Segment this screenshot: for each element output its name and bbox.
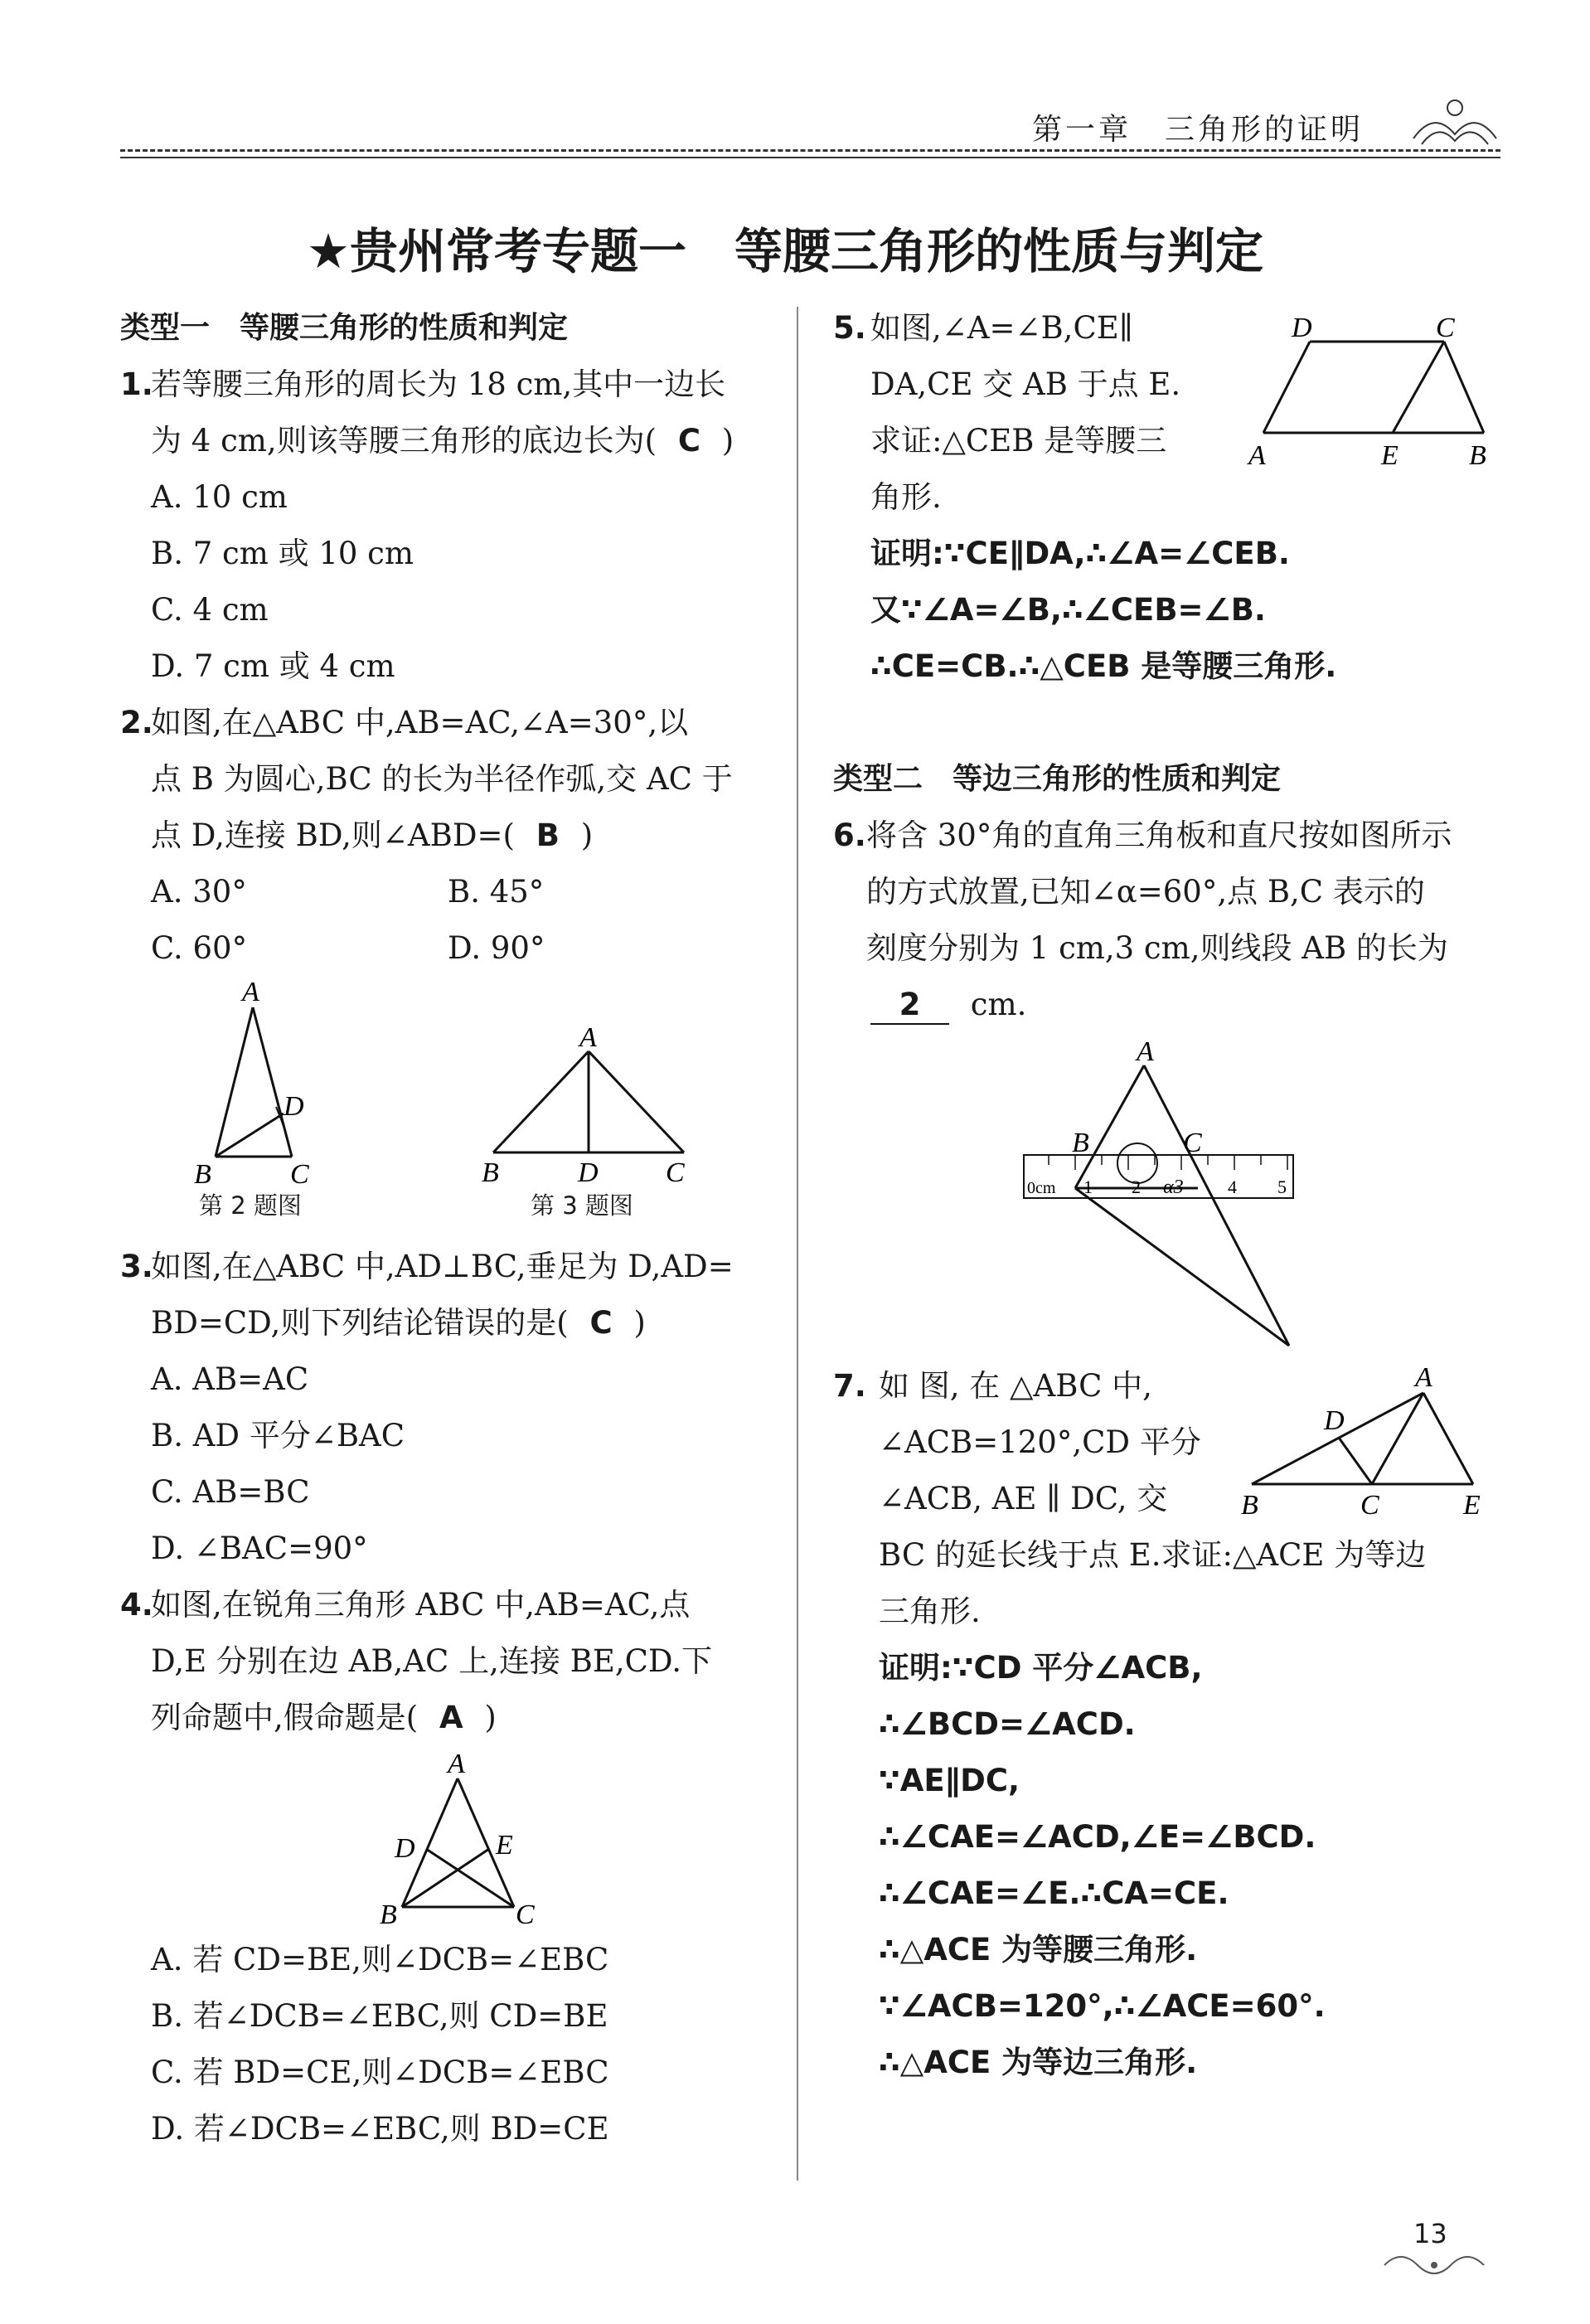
figure-q3: [477, 1028, 709, 1194]
fig7-label-c: C: [1360, 1490, 1379, 1521]
fig6-triangle-side-ab: [1075, 1065, 1144, 1188]
fig3-label-a: A: [579, 1028, 597, 1053]
q2-paren: ): [580, 818, 594, 853]
header-divider-solid: [120, 157, 1500, 158]
fig5-label-a: A: [1248, 440, 1266, 470]
fig5-label-b: B: [1469, 440, 1486, 470]
q3-answer: C: [589, 1305, 613, 1341]
figure-q4: [365, 1741, 564, 1932]
page-number: 13: [1413, 2218, 1447, 2249]
fig5-segment-ce: [1393, 342, 1444, 433]
q1-number: 1.: [120, 366, 153, 402]
fig6-triangle-hyp: [1075, 1188, 1289, 1346]
q5-line: 求证:△CEB 是等腰三: [870, 423, 1167, 458]
q7-proof: ∴△ACE 为等腰三角形.: [879, 1932, 1198, 1967]
fig3-label-c: C: [666, 1157, 685, 1188]
q2-text: 点 D,连接 BD,则∠ABD=(: [151, 818, 515, 853]
footer-ornament-icon: [1380, 2249, 1488, 2282]
q2-answer: B: [536, 818, 560, 853]
fig7-side-ae: [1423, 1393, 1473, 1484]
q4-line: 如图,在锐角三角形 ABC 中,AB=AC,点: [151, 1587, 691, 1623]
q3-text: BD=CD,则下列结论错误的是(: [151, 1305, 569, 1341]
q4-line: [151, 1700, 497, 1736]
fig4-label-d: D: [395, 1833, 415, 1864]
fig3-side-ac: [589, 1051, 684, 1152]
fig3-side-ab: [493, 1051, 589, 1152]
q6-number: 6.: [833, 818, 866, 853]
q4-option: C. 若 BD=CE,则∠DCB=∠EBC: [151, 2055, 609, 2090]
q7-proof: ∴∠CAE=∠E.∴CA=CE.: [879, 1875, 1229, 1911]
q7-proof: ∵∠ACB=120°,∴∠ACE=60°.: [879, 1988, 1326, 2024]
q2-line: 如图,在△ABC 中,AB=AC,∠A=30°,以: [151, 705, 689, 740]
q4-number: 4.: [120, 1587, 153, 1623]
q7-proof: 证明:∵CD 平分∠ACB,: [879, 1650, 1203, 1686]
q5-line: DA,CE 交 AB 于点 E.: [870, 366, 1181, 402]
q5-proof: ∴CE=CB.∴△CEB 是等腰三角形.: [870, 648, 1337, 684]
fig3-caption: 第 3 题图: [531, 1191, 633, 1220]
fig6-tick-label: α3: [1163, 1177, 1184, 1198]
fig4-label-b: B: [380, 1899, 397, 1930]
q7-proof: ∴△ACE 为等边三角形.: [879, 2045, 1198, 2080]
q4-answer: A: [439, 1700, 463, 1735]
q2-line: 点 B 为圆心,BC 的长为半径作弧,交 AC 于: [151, 761, 733, 797]
q7-proof: ∵AE∥DC,: [879, 1763, 1020, 1798]
q6-answer-line: [870, 987, 1026, 1025]
q1-line: [151, 423, 734, 459]
q1-line: 若等腰三角形的周长为 18 cm,其中一边长: [151, 366, 726, 402]
fig6-label-a: A: [1137, 1041, 1154, 1067]
figure-q2: [182, 982, 348, 1206]
q7-proof: ∴∠CAE=∠ACD,∠E=∠BCD.: [879, 1819, 1316, 1855]
q6-line: 刻度分别为 1 cm,3 cm,则线段 AB 的长为: [866, 930, 1448, 966]
fig3-label-d: D: [578, 1157, 599, 1188]
fig5-label-d: D: [1292, 313, 1312, 343]
fig2-caption: 第 2 题图: [199, 1191, 302, 1220]
q5-line: 角形.: [870, 479, 942, 515]
fig7-label-e: E: [1463, 1490, 1481, 1521]
fig7-label-d: D: [1324, 1405, 1345, 1436]
q3-option: B. AD 平分∠BAC: [151, 1418, 405, 1453]
q6-unit: cm.: [970, 987, 1027, 1022]
fig2-side-ab: [216, 1007, 253, 1157]
q3-paren: ): [633, 1305, 646, 1341]
q7-line: ∠ACB=120°,CD 平分: [879, 1424, 1201, 1460]
section-heading-2: 类型二 等边三角形的性质和判定: [833, 762, 1282, 796]
q7-line: 如 图, 在 △ABC 中,: [879, 1368, 1152, 1404]
q3-option: C. AB=BC: [151, 1474, 310, 1510]
fig6-tick-label: 5: [1277, 1177, 1287, 1197]
fig2-label-d: D: [284, 1091, 304, 1122]
q7-line: BC 的延长线于点 E.求证:△ACE 为等边: [879, 1537, 1427, 1573]
q2-option: A. 30°: [151, 874, 247, 910]
figure-q6: [1016, 1041, 1302, 1351]
page-title: ★贵州常考专题一 等腰三角形的性质与判定: [307, 223, 1263, 279]
fig6-tick-label: 4: [1228, 1177, 1237, 1197]
fig7-label-a: A: [1415, 1362, 1432, 1393]
fig4-label-a: A: [448, 1749, 465, 1779]
header-ornament-icon: [1409, 93, 1500, 151]
fig5-label-c: C: [1436, 313, 1455, 343]
q2-number: 2.: [120, 705, 153, 740]
fig5-label-e: E: [1381, 440, 1399, 470]
fig6-tick-label: 2: [1132, 1177, 1141, 1197]
fig6-triangle-side-ac: [1144, 1065, 1289, 1346]
q4-option: A. 若 CD=BE,则∠DCB=∠EBC: [151, 1942, 609, 1977]
q4-paren: ): [484, 1700, 497, 1735]
fig3-label-b: B: [482, 1157, 499, 1188]
q2-option: D. 90°: [448, 930, 545, 966]
q2-line: [151, 818, 593, 854]
fig4-label-c: C: [516, 1899, 535, 1930]
q6-line: 将含 30°角的直角三角板和直尺按如图所示: [866, 818, 1452, 853]
chapter-title: 第一章 三角形的证明: [1032, 113, 1365, 147]
fig6-tick-label: 1: [1083, 1177, 1093, 1197]
q3-number: 3.: [120, 1249, 153, 1284]
q4-line: D,E 分别在边 AB,AC 上,连接 BE,CD.下: [151, 1643, 713, 1679]
q3-line: [151, 1305, 646, 1342]
q6-answer: 2: [870, 987, 949, 1025]
fig5-side-cb: [1444, 342, 1484, 433]
fig6-label-b: B: [1072, 1128, 1089, 1158]
figure-q5: [1243, 308, 1500, 470]
q1-option: D. 7 cm 或 4 cm: [151, 648, 395, 684]
q5-proof: 证明:∵CE∥DA,∴∠A=∠CEB.: [870, 536, 1290, 571]
q5-proof: 又∵∠A=∠B,∴∠CEB=∠B.: [870, 592, 1266, 628]
q1-option: A. 10 cm: [151, 479, 288, 515]
q4-text: 列命题中,假命题是(: [151, 1700, 419, 1735]
section-heading-1: 类型一 等腰三角形的性质和判定: [120, 311, 569, 345]
q3-line: 如图,在△ABC 中,AD⊥BC,垂足为 D,AD=: [151, 1249, 734, 1284]
fig7-segment-cd: [1339, 1438, 1372, 1484]
q7-line: 三角形.: [879, 1594, 981, 1629]
q1-answer: C: [677, 423, 700, 458]
q1-paren: ): [721, 423, 734, 458]
q1-option: C. 4 cm: [151, 592, 269, 628]
q5-number: 5.: [833, 310, 866, 346]
q1-option: B. 7 cm 或 10 cm: [151, 536, 414, 571]
column-divider: [797, 307, 798, 2181]
q2-option: C. 60°: [151, 930, 248, 966]
q3-option: D. ∠BAC=90°: [151, 1531, 368, 1566]
q7-number: 7.: [833, 1368, 866, 1404]
fig6-label-c: C: [1183, 1128, 1202, 1158]
chapter-header: [1032, 106, 1364, 148]
fig2-label-b: B: [194, 1159, 211, 1190]
fig7-label-b: B: [1241, 1490, 1258, 1521]
q6-line: 的方式放置,已知∠α=60°,点 B,C 表示的: [866, 874, 1425, 910]
q5-line: 如图,∠A=∠B,CE∥: [870, 310, 1133, 346]
q7-line: ∠ACB, AE ∥ DC, 交: [879, 1481, 1168, 1516]
q4-option: D. 若∠DCB=∠EBC,则 BD=CE: [151, 2111, 609, 2147]
figure-q7: [1231, 1360, 1496, 1526]
q1-text: 为 4 cm,则该等腰三角形的底边长为(: [151, 423, 657, 458]
fig6-tick-label: 0cm: [1027, 1179, 1056, 1197]
fig2-label-c: C: [290, 1159, 309, 1190]
fig4-label-e: E: [496, 1830, 513, 1861]
q3-option: A. AB=AC: [151, 1361, 309, 1397]
q4-option: B. 若∠DCB=∠EBC,则 CD=BE: [151, 1998, 608, 2034]
fig6-ruler: [1024, 1155, 1293, 1198]
fig5-side-da: [1263, 342, 1310, 433]
fig2-label-a: A: [242, 982, 259, 1007]
q7-proof: ∴∠BCD=∠ACD.: [879, 1706, 1136, 1742]
header-divider: [120, 149, 1500, 152]
q2-option: B. 45°: [448, 874, 545, 910]
